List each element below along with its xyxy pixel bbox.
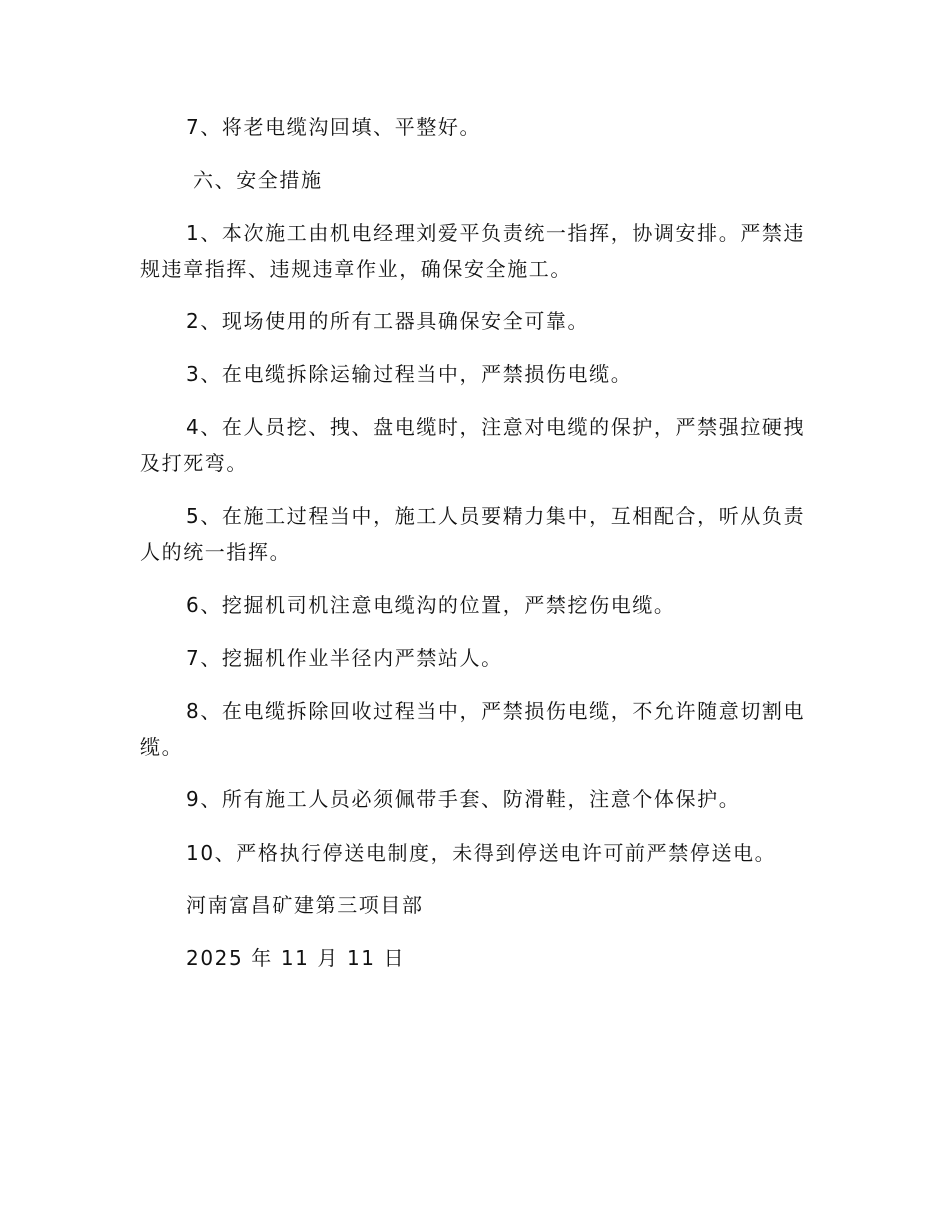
paragraph-item-1-line-2: 规违章指挥、违规违章作业，确保安全施工。 (140, 257, 572, 281)
paragraph-item-4-line-2: 及打死弯。 (140, 451, 248, 475)
paragraph-item-5-line-1: 5、在施工过程当中，施工人员要精力集中，互相配合，听从负责 (186, 504, 806, 528)
paragraph-item-7-excavator-radius: 7、挖掘机作业半径内严禁站人。 (186, 646, 503, 670)
paragraph-item-3: 3、在电缆拆除运输过程当中，严禁损伤电缆。 (186, 362, 633, 386)
paragraph-item-6: 6、挖掘机司机注意电缆沟的位置，严禁挖伤电缆。 (186, 593, 676, 617)
paragraph-item-8-line-2: 缆。 (140, 735, 184, 759)
section-heading-safety-measures: 六、安全措施 (193, 168, 323, 192)
paragraph-item-10: 10、严格执行停送电制度，未得到停送电许可前严禁停送电。 (186, 841, 777, 865)
paragraph-item-9: 9、所有施工人员必须佩带手套、防滑鞋，注意个体保护。 (186, 787, 741, 811)
paragraph-item-5-line-2: 人的统一指挥。 (140, 540, 292, 564)
signature-date: 2025 年 11 月 11 日 (186, 946, 406, 970)
paragraph-item-7-backfill: 7、将老电缆沟回填、平整好。 (186, 115, 482, 139)
paragraph-item-8-line-1: 8、在电缆拆除回收过程当中，严禁损伤电缆，不允许随意切割电 (186, 699, 806, 723)
paragraph-item-1-line-1: 1、本次施工由机电经理刘爱平负责统一指挥，协调安排。严禁违 (186, 221, 806, 245)
paragraph-item-2: 2、现场使用的所有工器具确保安全可靠。 (186, 309, 590, 333)
signature-organization: 河南富昌矿建第三项目部 (186, 893, 424, 917)
paragraph-item-4-line-1: 4、在人员挖、拽、盘电缆时，注意对电缆的保护，严禁强拉硬拽 (186, 415, 806, 439)
